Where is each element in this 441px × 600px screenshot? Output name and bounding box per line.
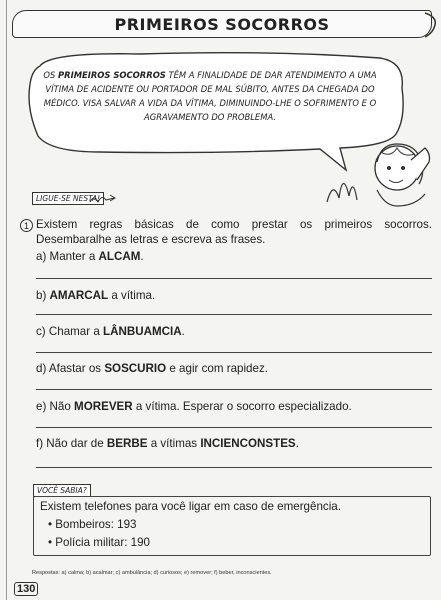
item-text: d) Afastar os [36,362,105,375]
answer-line-b[interactable] [36,314,432,315]
answer-line-c[interactable] [36,352,432,353]
exercise-item-d [36,362,268,375]
item-text: a vítima. Esperar o socorro especializado. [132,400,352,413]
title-banner [12,10,432,38]
bubble-rest: TÊM A FINALIDADE DE DAR ATENDIMENTO A UMA VÍTIMA DE ACIDENTE OU PORTADOR DE MAL SÚBITO, ANTES DA CHEGADA DO MÉDICO. VISA SALVAR A VIDA DA VÍTIMA, DIMINUINDO-LHE O SOFRIMENTO E O AGRAVAMENTO DO PROBLEMA. [43,70,377,122]
question-number: 1 [20,219,33,232]
banner-curl [423,11,439,39]
answer-key: Respostas: a) calma; b) acalmar; c) ambulância; d) curiosos; e) remover; f) beber, inconscientes. [32,570,272,576]
page-margin-line [6,0,7,600]
bubble-lead: OS [43,70,56,80]
answer-line-f[interactable] [36,467,432,468]
item-text: b) [36,289,50,302]
page-number: 130 [14,582,38,596]
scrambled-word: SOSCURIO [104,362,167,375]
girl-on-phone-illustration [325,140,435,210]
item-text: a) Manter a [36,250,99,263]
scrambled-word: AMARCAL [49,289,109,302]
exercise-item-f [36,437,299,450]
exercise-item-a [36,250,144,263]
item-text: a vítima. [108,289,156,302]
scrambled-word: INCIENCONSTES [200,437,296,450]
answer-line-d[interactable] [36,389,432,390]
bubble-text [40,68,380,124]
question-instruction: Existem regras básicas de como prestar os primeiros socorros. Desembaralhe as letras e escreva as frases. [36,218,432,246]
item-text: c) Chamar a [36,325,104,338]
item-text: a vítimas [147,437,201,450]
answer-line-e[interactable] [36,427,432,428]
item-text: . [181,325,185,338]
emergency-number-firefighters: • Bombeiros: 193 [48,518,137,531]
item-text: f) Não dar de [36,437,107,450]
ligue-se-nesta-tag: LIGUE-SE NESTA! [32,192,104,205]
emergency-number-police: • Polícia militar: 190 [48,536,151,549]
scrambled-word: LÂNBUAMCIA [103,325,182,338]
exercise-item-e [36,400,352,413]
voce-sabia-tag: VOCÊ SABIA? [33,484,91,497]
exercise-item-c [36,325,185,338]
exercise-item-b [36,289,155,302]
scrambled-word: ALCAM [98,250,141,263]
item-text: . [295,437,299,450]
scrambled-word: MOREVER [74,400,133,413]
item-text: . [140,250,144,263]
item-text: e agir com rapidez. [166,362,268,375]
scribble-arrow-icon [88,192,118,206]
bubble-highlight: PRIMEIROS SOCORROS [57,70,166,80]
scrambled-word: BERBE [106,437,148,450]
answer-line-a[interactable] [36,278,432,279]
item-text: e) Não [36,400,75,413]
page-title: PRIMEIROS SOCORROS [114,14,330,34]
voce-sabia-text: Existem telefones para você ligar em caso de emergência. [40,500,341,513]
